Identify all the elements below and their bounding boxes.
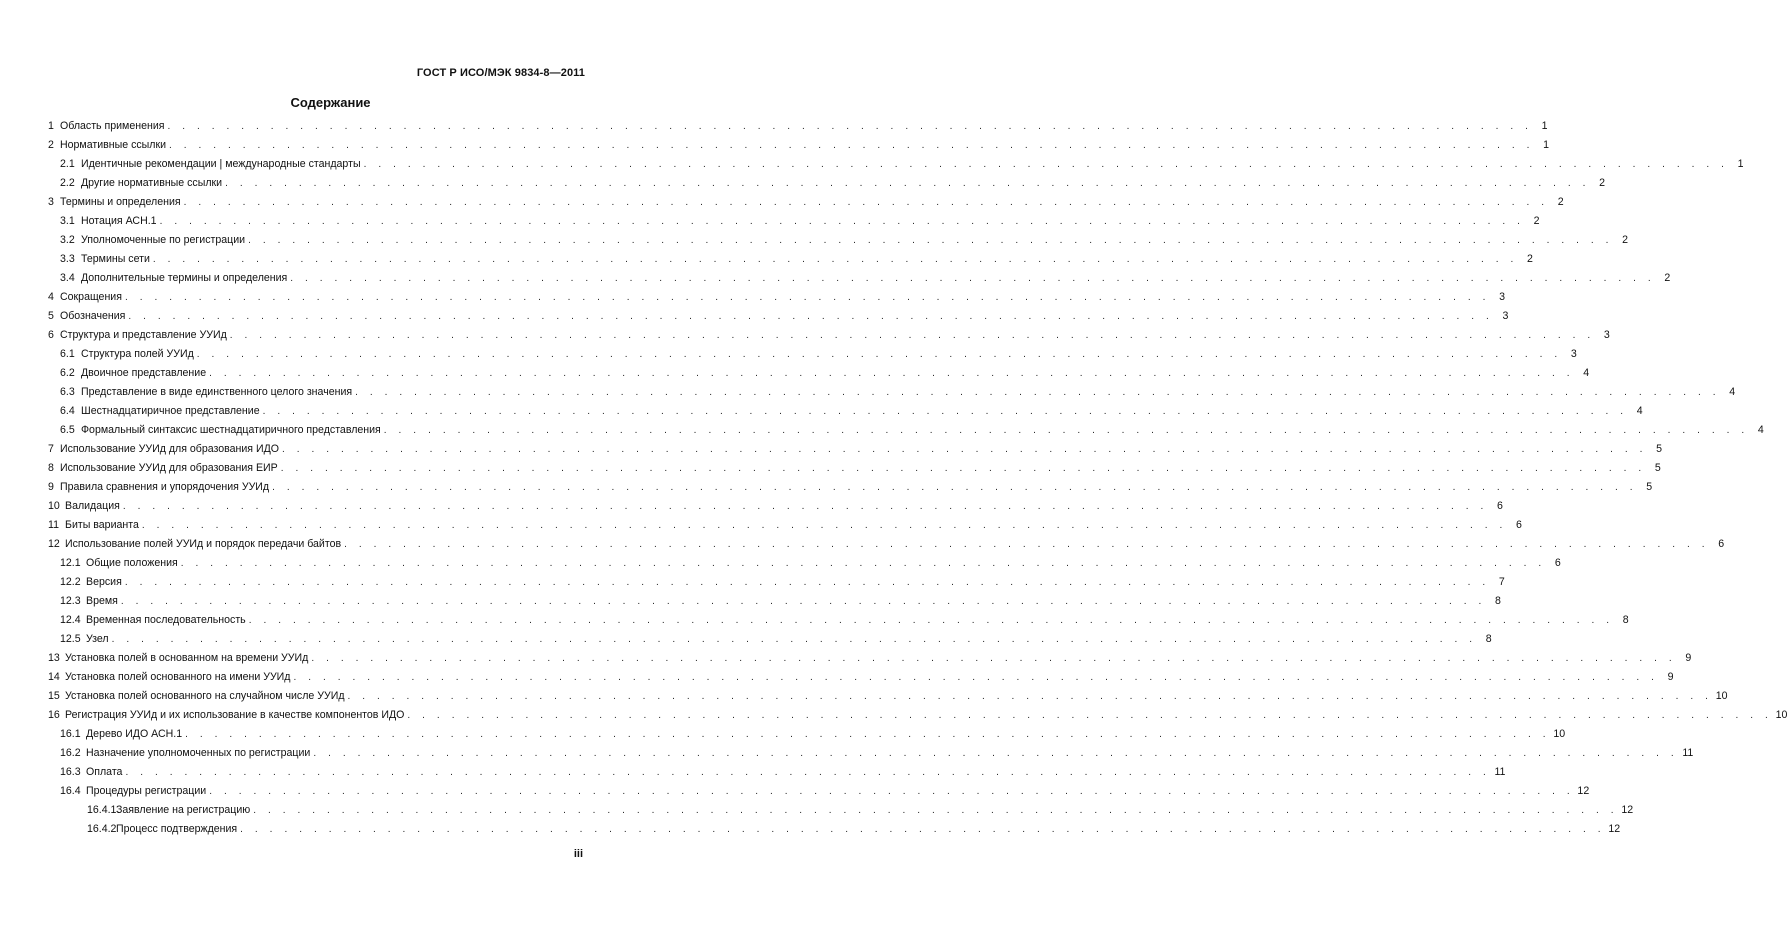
toc-entry-title: Использование полей УУИд и порядок передачи байтов xyxy=(65,538,342,550)
toc-entry-leader-dots: . . . . . . . . . . . . . . . . . . . . . . . . . . . . . . . . . . . . . . . . . . . . . . . . . . . . . . . . . . . . . . . . . . . . . . . . . . . . . . . . . . . . . . . . . . . . . xyxy=(229,330,1595,341)
toc-entry-leader-dots: . . . . . . . . . . . . . . . . . . . . . . . . . . . . . . . . . . . . . . . . . . . . . . . . . . . . . . . . . . . . . . . . . . . . . . . . . . . . . . . . . . . . . . . . . . . . . xyxy=(169,140,1535,151)
toc-entry[interactable] xyxy=(60,423,1764,437)
toc-entry[interactable] xyxy=(48,670,1674,684)
toc-entry-number: 12.3 xyxy=(60,595,81,607)
toc-entry-title: Время xyxy=(86,595,118,607)
toc-entry-leader-dots: . . . . . . . . . . . . . . . . . . . . . . . . . . . . . . . . . . . . . . . . . . . . . . . . . . . . . . . . . . . . . . . . . . . . . . . . . . . . . . . . . . . . . . . . . . . . . xyxy=(407,710,1773,721)
toc-entry-leader-dots: . . . . . . . . . . . . . . . . . . . . . . . . . . . . . . . . . . . . . . . . . . . . . . . . . . . . . . . . . . . . . . . . . . . . . . . . . . . . . . . . . . . . . . . . . . . . . xyxy=(159,216,1525,227)
toc-entry-leader-dots: . . . . . . . . . . . . . . . . . . . . . . . . . . . . . . . . . . . . . . . . . . . . . . . . . . . . . . . . . . . . . . . . . . . . . . . . . . . . . . . . . . . . . . . . . . . . . xyxy=(122,501,1488,512)
toc-entry-leader-dots: . . . . . . . . . . . . . . . . . . . . . . . . . . . . . . . . . . . . . . . . . . . . . . . . . . . . . . . . . . . . . . . . . . . . . . . . . . . . . . . . . . . . . . . . . . . . . xyxy=(183,197,1549,208)
toc-entry-title: Дополнительные термины и определения xyxy=(81,272,288,284)
toc-entry-page-number: 4 xyxy=(1729,386,1736,398)
toc-entry-page-number: 6 xyxy=(1496,500,1503,512)
toc-entry-leader-dots: . . . . . . . . . . . . . . . . . . . . . . . . . . . . . . . . . . . . . . . . . . . . . . . . . . . . . . . . . . . . . . . . . . . . . . . . . . . . . . . . . . . . . . . . . . . . . xyxy=(282,444,1648,455)
toc-entry-number: 6 xyxy=(48,329,54,341)
toc-entry-title: Регистрация УУИд и их использование в качестве компонентов ИДО xyxy=(65,709,405,721)
toc-entry-number: 6.3 xyxy=(60,386,75,398)
toc-entry[interactable] xyxy=(87,822,1621,836)
toc-entry[interactable] xyxy=(60,214,1540,228)
toc-entry-leader-dots: . . . . . . . . . . . . . . . . . . . . . . . . . . . . . . . . . . . . . . . . . . . . . . . . . . . . . . . . . . . . . . . . . . . . . . . . . . . . . . . . . . . . . . . . . . . . . xyxy=(141,520,1507,531)
toc-entry-number: 2.2 xyxy=(60,177,75,189)
toc-entry-number: 3.4 xyxy=(60,272,75,284)
toc-entry[interactable] xyxy=(60,233,1629,247)
toc-entry-page-number: 2 xyxy=(1526,253,1533,265)
toc-entry-title: Использование УУИд для образования ИДО xyxy=(60,443,280,455)
toc-entry-number: 4 xyxy=(48,291,54,303)
toc-entry-page-number: 11 xyxy=(1682,747,1694,759)
toc-entry-title: Версия xyxy=(86,576,122,588)
toc-entry-number: 6.2 xyxy=(60,367,75,379)
toc-entry[interactable] xyxy=(48,138,1550,152)
toc-entry-page-number: 8 xyxy=(1485,633,1492,645)
toc-entry-leader-dots: . . . . . . . . . . . . . . . . . . . . . . . . . . . . . . . . . . . . . . . . . . . . . . . . . . . . . . . . . . . . . . . . . . . . . . . . . . . . . . . . . . . . . . . . . . . . . xyxy=(262,406,1628,417)
toc-entry-leader-dots: . . . . . . . . . . . . . . . . . . . . . . . . . . . . . . . . . . . . . . . . . . . . . . . . . . . . . . . . . . . . . . . . . . . . . . . . . . . . . . . . . . . . . . . . . . . . . xyxy=(124,577,1490,588)
toc-entry-title: Биты варианта xyxy=(65,519,139,531)
toc-entry-leader-dots: . . . . . . . . . . . . . . . . . . . . . . . . . . . . . . . . . . . . . . . . . . . . . . . . . . . . . . . . . . . . . . . . . . . . . . . . . . . . . . . . . . . . . . . . . . . . . xyxy=(363,159,1729,170)
toc-entry-title: Идентичные рекомендации | международные стандарты xyxy=(81,158,361,170)
toc-entry[interactable] xyxy=(48,119,1548,133)
page-number: iii xyxy=(573,848,583,860)
toc-entry-title: Оплата xyxy=(86,766,123,778)
toc-entry-title: Термины и определения xyxy=(60,196,181,208)
toc-entry-page-number: 6 xyxy=(1554,557,1561,569)
toc-entry-title: Область применения xyxy=(60,120,165,132)
toc-entry[interactable] xyxy=(60,347,1577,361)
toc-entry-leader-dots: . . . . . . . . . . . . . . . . . . . . . . . . . . . . . . . . . . . . . . . . . . . . . . . . . . . . . . . . . . . . . . . . . . . . . . . . . . . . . . . . . . . . . . . . . . . . . xyxy=(180,558,1546,569)
toc-entry-number: 11 xyxy=(48,519,59,531)
toc-entry-leader-dots: . . . . . . . . . . . . . . . . . . . . . . . . . . . . . . . . . . . . . . . . . . . . . . . . . . . . . . . . . . . . . . . . . . . . . . . . . . . . . . . . . . . . . . . . . . . . . xyxy=(347,691,1713,702)
toc-entry-number: 12.1 xyxy=(60,557,81,569)
toc-entry-page-number: 12 xyxy=(1621,804,1634,816)
toc-entry-leader-dots: . . . . . . . . . . . . . . . . . . . . . . . . . . . . . . . . . . . . . . . . . . . . . . . . . . . . . . . . . . . . . . . . . . . . . . . . . . . . . . . . . . . . . . . . . . . . . xyxy=(290,273,1656,284)
toc-entry[interactable] xyxy=(48,651,1692,665)
toc-entry-leader-dots: . . . . . . . . . . . . . . . . . . . . . . . . . . . . . . . . . . . . . . . . . . . . . . . . . . . . . . . . . . . . . . . . . . . . . . . . . . . . . . . . . . . . . . . . . . . . . xyxy=(248,235,1614,246)
toc-entry[interactable] xyxy=(60,746,1694,760)
document-header-id: ГОСТ Р ИСО/МЭК 9834-8—2011 xyxy=(416,67,585,79)
toc-entry-number: 14 xyxy=(48,671,60,683)
toc-entry-page-number: 5 xyxy=(1654,462,1661,474)
toc-entry-number: 1 xyxy=(48,120,54,132)
toc-entry-number: 12.5 xyxy=(60,633,81,645)
toc-entry-number: 12 xyxy=(48,538,60,550)
toc-entry-leader-dots: . . . . . . . . . . . . . . . . . . . . . . . . . . . . . . . . . . . . . . . . . . . . . . . . . . . . . . . . . . . . . . . . . . . . . . . . . . . . . . . . . . . . . . . . . . . . . xyxy=(253,805,1619,816)
toc-entry-title: Заявление на регистрацию xyxy=(116,804,251,816)
toc-entry-number: 10 xyxy=(48,500,60,512)
toc-entry-page-number: 2 xyxy=(1599,177,1606,189)
toc-entry[interactable] xyxy=(48,195,1564,209)
toc-entry-number: 16 xyxy=(48,709,60,721)
toc-entry-title: Нормативные ссылки xyxy=(60,139,167,151)
toc-entry-number: 2 xyxy=(48,139,54,151)
toc-entry-leader-dots: . . . . . . . . . . . . . . . . . . . . . . . . . . . . . . . . . . . . . . . . . . . . . . . . . . . . . . . . . . . . . . . . . . . . . . . . . . . . . . . . . . . . . . . . . . . . . xyxy=(311,653,1677,664)
toc-entry-title: Двоичное представление xyxy=(81,367,207,379)
toc-entry-number: 13 xyxy=(48,652,60,664)
toc-entry-leader-dots: . . . . . . . . . . . . . . . . . . . . . . . . . . . . . . . . . . . . . . . . . . . . . . . . . . . . . . . . . . . . . . . . . . . . . . . . . . . . . . . . . . . . . . . . . . . . . xyxy=(344,539,1710,550)
toc-entry-title: Установка полей основанного на имени УУИд xyxy=(65,671,291,683)
toc-entry-number: 12.4 xyxy=(60,614,81,626)
toc-entry-number: 3.2 xyxy=(60,234,75,246)
toc-entry[interactable] xyxy=(87,803,1634,817)
toc-entry-page-number: 11 xyxy=(1494,766,1506,778)
toc-entry-title: Представление в виде единственного целого значения xyxy=(81,386,353,398)
toc-entry-leader-dots: . . . . . . . . . . . . . . . . . . . . . . . . . . . . . . . . . . . . . . . . . . . . . . . . . . . . . . . . . . . . . . . . . . . . . . . . . . . . . . . . . . . . . . . . . . . . . xyxy=(196,349,1562,360)
toc-entry[interactable] xyxy=(60,632,1492,646)
toc-entry-leader-dots: . . . . . . . . . . . . . . . . . . . . . . . . . . . . . . . . . . . . . . . . . . . . . . . . . . . . . . . . . . . . . . . . . . . . . . . . . . . . . . . . . . . . . . . . . . . . . xyxy=(293,672,1659,683)
toc-entry-leader-dots: . . . . . . . . . . . . . . . . . . . . . . . . . . . . . . . . . . . . . . . . . . . . . . . . . . . . . . . . . . . . . . . . . . . . . . . . . . . . . . . . . . . . . . . . . . . . . xyxy=(124,292,1490,303)
toc-entry[interactable] xyxy=(60,404,1643,418)
toc-entry-leader-dots: . . . . . . . . . . . . . . . . . . . . . . . . . . . . . . . . . . . . . . . . . . . . . . . . . . . . . . . . . . . . . . . . . . . . . . . . . . . . . . . . . . . . . . . . . . . . . xyxy=(167,121,1533,132)
toc-entry-page-number: 5 xyxy=(1656,443,1663,455)
toc-entry-page-number: 1 xyxy=(1541,120,1548,132)
toc-entry-number: 16.2 xyxy=(60,747,81,759)
toc-entry-page-number: 5 xyxy=(1646,481,1653,493)
toc-entry-number: 3.1 xyxy=(60,215,75,227)
toc-entry[interactable] xyxy=(60,784,1590,798)
toc-entry-title: Общие положения xyxy=(86,557,178,569)
toc-entry-number: 6.4 xyxy=(60,405,75,417)
toc-entry-page-number: 9 xyxy=(1667,671,1674,683)
toc-entry-leader-dots: . . . . . . . . . . . . . . . . . . . . . . . . . . . . . . . . . . . . . . . . . . . . . . . . . . . . . . . . . . . . . . . . . . . . . . . . . . . . . . . . . . . . . . . . . . . . . xyxy=(225,178,1591,189)
toc-entry-title: Обозначения xyxy=(60,310,126,322)
toc-entry-page-number: 12 xyxy=(1608,823,1621,835)
toc-entry-page-number: 6 xyxy=(1718,538,1725,550)
toc-entry-number: 16.4.1 xyxy=(87,804,117,816)
toc-entry-page-number: 9 xyxy=(1685,652,1692,664)
toc-entry-title: Термины сети xyxy=(81,253,150,265)
toc-entry-page-number: 4 xyxy=(1583,367,1590,379)
toc-entry-leader-dots: . . . . . . . . . . . . . . . . . . . . . . . . . . . . . . . . . . . . . . . . . . . . . . . . . . . . . . . . . . . . . . . . . . . . . . . . . . . . . . . . . . . . . . . . . . . . . xyxy=(280,463,1646,474)
toc-entry-title: Структура полей УУИд xyxy=(81,348,194,360)
toc-entry[interactable] xyxy=(48,689,1728,703)
toc-entry[interactable] xyxy=(60,613,1629,627)
toc-entry-title: Уполномоченные по регистрации xyxy=(81,234,246,246)
toc-entry-number: 3 xyxy=(48,196,54,208)
toc-entry-title: Другие нормативные ссылки xyxy=(81,177,223,189)
toc-entry-title: Дерево ИДО АСН.1 xyxy=(86,728,183,740)
toc-entry[interactable] xyxy=(60,727,1566,741)
toc-entry[interactable] xyxy=(60,385,1736,399)
toc-entry-page-number: 3 xyxy=(1502,310,1509,322)
toc-entry-page-number: 12 xyxy=(1577,785,1590,797)
toc-entry[interactable] xyxy=(48,499,1503,513)
toc-entry-page-number: 2 xyxy=(1533,215,1540,227)
toc-entry-leader-dots: . . . . . . . . . . . . . . . . . . . . . . . . . . . . . . . . . . . . . . . . . . . . . . . . . . . . . . . . . . . . . . . . . . . . . . . . . . . . . . . . . . . . . . . . . . . . . xyxy=(152,254,1518,265)
toc-entry-page-number: 8 xyxy=(1494,595,1501,607)
toc-entry-number: 7 xyxy=(48,443,54,455)
toc-entry-page-number: 1 xyxy=(1543,139,1550,151)
toc-entry-page-number: 6 xyxy=(1515,519,1522,531)
toc-entry-page-number: 1 xyxy=(1737,158,1744,170)
toc-entry-page-number: 4 xyxy=(1636,405,1643,417)
toc-entry[interactable] xyxy=(60,556,1561,570)
toc-entry-number: 8 xyxy=(48,462,54,474)
toc-entry[interactable] xyxy=(48,480,1653,494)
toc-entry-number: 9 xyxy=(48,481,54,493)
toc-entry-title: Правила сравнения и упорядочения УУИд xyxy=(60,481,270,493)
toc-entry-number: 6.5 xyxy=(60,424,75,436)
toc-entry-title: Установка полей в основанном на времени УУИд xyxy=(65,652,309,664)
toc-entry-page-number: 2 xyxy=(1557,196,1564,208)
toc-entry-page-number: 10 xyxy=(1715,690,1728,702)
toc-entry-leader-dots: . . . . . . . . . . . . . . . . . . . . . . . . . . . . . . . . . . . . . . . . . . . . . . . . . . . . . . . . . . . . . . . . . . . . . . . . . . . . . . . . . . . . . . . . . . . . . xyxy=(125,767,1491,778)
toc-entry-leader-dots: . . . . . . . . . . . . . . . . . . . . . . . . . . . . . . . . . . . . . . . . . . . . . . . . . . . . . . . . . . . . . . . . . . . . . . . . . . . . . . . . . . . . . . . . . . . . . xyxy=(313,748,1679,759)
toc-entry-page-number: 2 xyxy=(1622,234,1629,246)
toc-entry-page-number: 8 xyxy=(1622,614,1629,626)
toc-entry-leader-dots: . . . . . . . . . . . . . . . . . . . . . . . . . . . . . . . . . . . . . . . . . . . . . . . . . . . . . . . . . . . . . . . . . . . . . . . . . . . . . . . . . . . . . . . . . . . . . xyxy=(111,634,1477,645)
toc-entry-page-number: 7 xyxy=(1498,576,1505,588)
toc-entry-title: Нотация АСН.1 xyxy=(81,215,157,227)
toc-entry-title: Шестнадцатиричное представление xyxy=(81,405,260,417)
toc-entry[interactable] xyxy=(48,537,1725,551)
toc-entry-number: 16.1 xyxy=(60,728,81,740)
toc-entry-number: 3.3 xyxy=(60,253,75,265)
toc-entry-title: Структура и представление УУИд xyxy=(60,329,227,341)
toc-entry-page-number: 3 xyxy=(1499,291,1505,303)
toc-entry-number: 12.2 xyxy=(60,576,81,588)
toc-entry-title: Формальный синтаксис шестнадцатиричного представления xyxy=(81,424,381,436)
toc-entry-page-number: 3 xyxy=(1570,348,1577,360)
toc-entry-page-number: 3 xyxy=(1603,329,1610,341)
toc-entry-page-number: 10 xyxy=(1775,709,1787,721)
toc-entry[interactable] xyxy=(48,442,1663,456)
toc-entry[interactable] xyxy=(48,328,1610,342)
toc-entry[interactable] xyxy=(48,290,1505,304)
toc-entry-page-number: 4 xyxy=(1757,424,1764,436)
toc-entry-title: Назначение уполномоченных по регистрации xyxy=(86,747,311,759)
toc-entry[interactable] xyxy=(60,765,1506,779)
toc-entry-title: Узел xyxy=(86,633,109,645)
toc-entry-title: Временная последовательность xyxy=(86,614,246,626)
toc-entry[interactable] xyxy=(60,252,1533,266)
toc-entry-title: Процедуры регистрации xyxy=(86,785,207,797)
toc-entry[interactable] xyxy=(60,271,1671,285)
toc-entry-leader-dots: . . . . . . . . . . . . . . . . . . . . . . . . . . . . . . . . . . . . . . . . . . . . . . . . . . . . . . . . . . . . . . . . . . . . . . . . . . . . . . . . . . . . . . . . . . . . . xyxy=(209,368,1575,379)
toc-entry[interactable] xyxy=(48,708,1787,722)
toc-entry-leader-dots: . . . . . . . . . . . . . . . . . . . . . . . . . . . . . . . . . . . . . . . . . . . . . . . . . . . . . . . . . . . . . . . . . . . . . . . . . . . . . . . . . . . . . . . . . . . . . xyxy=(248,615,1614,626)
toc-entry-leader-dots: . . . . . . . . . . . . . . . . . . . . . . . . . . . . . . . . . . . . . . . . . . . . . . . . . . . . . . . . . . . . . . . . . . . . . . . . . . . . . . . . . . . . . . . . . . . . . xyxy=(209,786,1575,797)
toc-entry-leader-dots: . . . . . . . . . . . . . . . . . . . . . . . . . . . . . . . . . . . . . . . . . . . . . . . . . . . . . . . . . . . . . . . . . . . . . . . . . . . . . . . . . . . . . . . . . . . . . xyxy=(185,729,1551,740)
toc-entry-leader-dots: . . . . . . . . . . . . . . . . . . . . . . . . . . . . . . . . . . . . . . . . . . . . . . . . . . . . . . . . . . . . . . . . . . . . . . . . . . . . . . . . . . . . . . . . . . . . . xyxy=(128,311,1494,322)
toc-entry-number: 16.4 xyxy=(60,785,81,797)
toc-entry[interactable] xyxy=(48,309,1509,323)
toc-entry[interactable] xyxy=(60,366,1590,380)
toc-entry-page-number: 2 xyxy=(1664,272,1671,284)
toc-entry-number: 6.1 xyxy=(60,348,75,360)
toc-entry-number: 2.1 xyxy=(60,158,75,170)
toc-entry[interactable] xyxy=(60,157,1744,171)
toc-entry-title: Сокращения xyxy=(60,291,122,303)
toc-entry[interactable] xyxy=(60,575,1505,589)
toc-entry-title: Использование УУИд для образования ЕИР xyxy=(60,462,278,474)
toc-entry-page-number: 10 xyxy=(1553,728,1566,740)
toc-entry-title: Валидация xyxy=(65,500,120,512)
toc-entry[interactable] xyxy=(48,461,1661,475)
toc-entry-leader-dots: . . . . . . . . . . . . . . . . . . . . . . . . . . . . . . . . . . . . . . . . . . . . . . . . . . . . . . . . . . . . . . . . . . . . . . . . . . . . . . . . . . . . . . . . . . . . . xyxy=(355,387,1721,398)
toc-entry-leader-dots: . . . . . . . . . . . . . . . . . . . . . . . . . . . . . . . . . . . . . . . . . . . . . . . . . . . . . . . . . . . . . . . . . . . . . . . . . . . . . . . . . . . . . . . . . . . . . xyxy=(240,824,1606,835)
toc-entry-number: 5 xyxy=(48,310,54,322)
toc-entry[interactable] xyxy=(48,518,1522,532)
toc-entry-number: 16.3 xyxy=(60,766,81,778)
toc-entry-number: 16.4.2 xyxy=(87,823,117,835)
toc-entry-leader-dots: . . . . . . . . . . . . . . . . . . . . . . . . . . . . . . . . . . . . . . . . . . . . . . . . . . . . . . . . . . . . . . . . . . . . . . . . . . . . . . . . . . . . . . . . . . . . . xyxy=(272,482,1638,493)
toc-entry-title: Установка полей основанного на случайном числе УУИд xyxy=(65,690,345,702)
toc-entry-leader-dots: . . . . . . . . . . . . . . . . . . . . . . . . . . . . . . . . . . . . . . . . . . . . . . . . . . . . . . . . . . . . . . . . . . . . . . . . . . . . . . . . . . . . . . . . . . . . . xyxy=(383,425,1749,436)
toc-entry[interactable] xyxy=(60,594,1501,608)
toc-title: Содержание xyxy=(290,95,371,110)
toc-entry-number: 15 xyxy=(48,690,60,702)
toc-entry-leader-dots: . . . . . . . . . . . . . . . . . . . . . . . . . . . . . . . . . . . . . . . . . . . . . . . . . . . . . . . . . . . . . . . . . . . . . . . . . . . . . . . . . . . . . . . . . . . . . xyxy=(120,596,1486,607)
toc-entry-title: Процесс подтверждения xyxy=(116,823,238,835)
toc-entry[interactable] xyxy=(60,176,1606,190)
